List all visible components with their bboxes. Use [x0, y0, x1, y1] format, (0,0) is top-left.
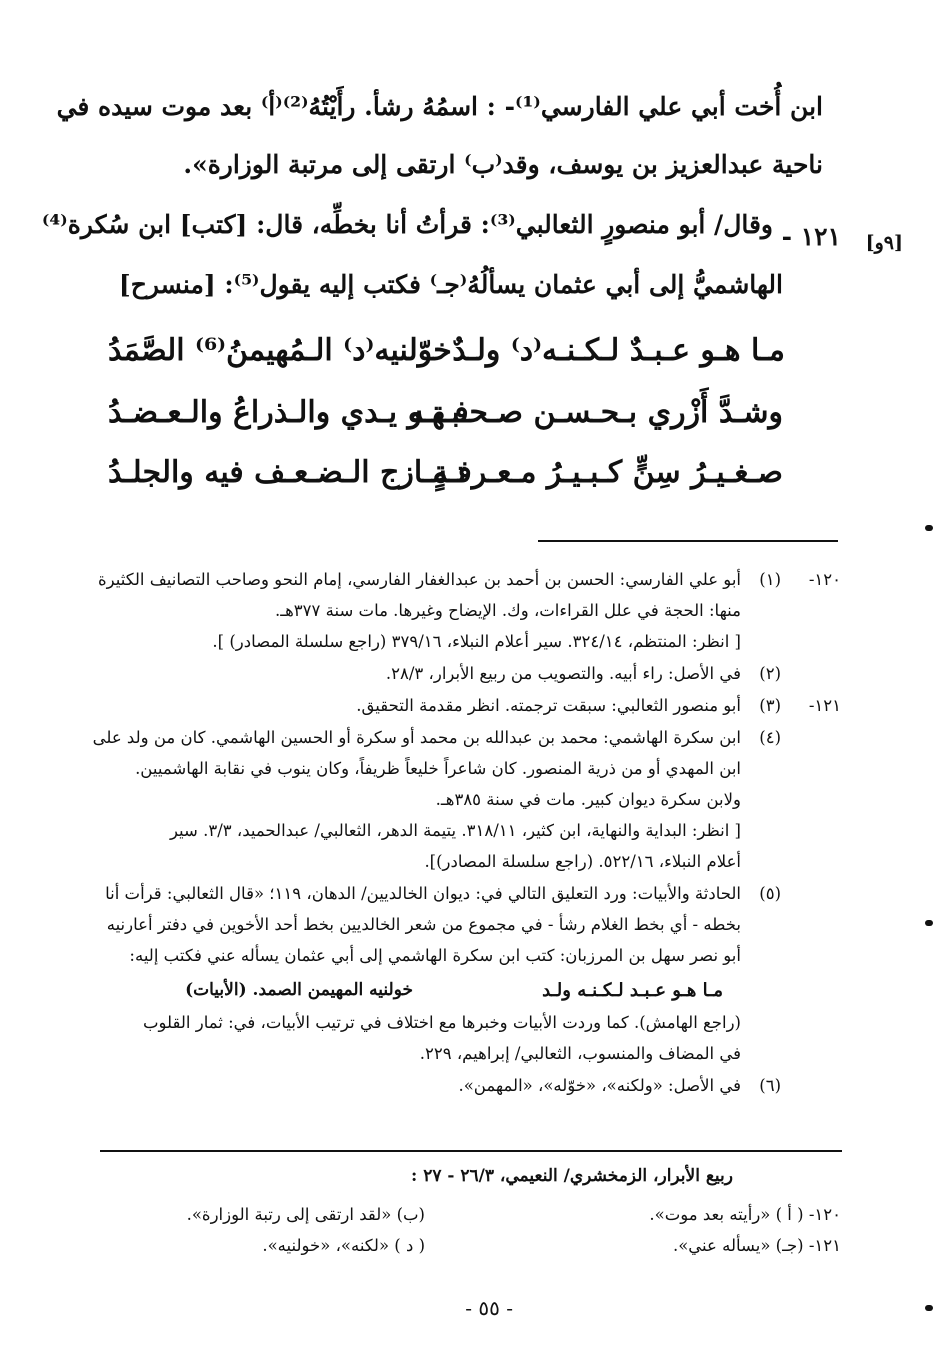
variant-row-2-left: ( د ) «لكنه»، «خولنيه». [262, 1236, 425, 1255]
footnote-number-4: (٤) [759, 728, 781, 747]
footnote-1-line-3: [ انظر: المنتظم، ٣٢٤/١٤. سير أعلام النبلاء، ٣٧٩/١٦ (راجع سلسلة المصادر) ]. [212, 632, 741, 651]
variants-separator [100, 1150, 842, 1152]
manuscript-folio-marker: [٩و] [865, 232, 903, 254]
footnote-number-2: (٢) [759, 664, 781, 683]
main-text-line-2: ناحية عبدالعزيز بن يوسف، وقد⁽ب⁾ ارتقى إلى مرتبة الوزارة». [183, 150, 823, 179]
variant-row-1-left: (ب) «لقد ارتقى إلى رتبة الوزارة». [186, 1205, 425, 1224]
footnote-6-line-1: في الأصل: «ولكنه»، «خوّله»، «المهمن». [458, 1076, 741, 1095]
verse-2-first-hemistich: وشـدَّ أَزْري بـحـسـن صـحـبـتـه [408, 395, 783, 430]
margin-mark [925, 920, 933, 926]
main-text-line-3: وقال/ أبو منصورٍ الثعالبي⁽³⁾: قرأتُ أنا بخطِّه، قال: [كتب] ابن سُكرة⁽⁴⁾ [41, 210, 773, 239]
footnote-number-1: (١) [759, 570, 781, 589]
footnote-2-line-1: في الأصل: راء أبيه. والتصويب من ربيع الأبرار، ٢٨/٣. [385, 664, 741, 683]
verse-1-first-hemistich: مـا هـو عـبـدٌ لـكـنـه⁽د⁾ ولـدٌ [452, 333, 785, 368]
verse-3-first-hemistich: صـغـيـرُ سِنٍّ كـبـيـرُ مـعـرفـةٍ [432, 455, 783, 490]
main-text-line-4: الهاشميُّ إلى أبي عثمان يسألُهُ⁽جـ⁾ فكتب إليه يقول⁽⁵⁾: [منسرح] [118, 270, 783, 299]
footnote-5-verse-second: خولنيه المهيمن الصمد. (الأبيات) [185, 980, 413, 1000]
variant-row-2-right: ١٢١- (جـ) «يسأله عني». [672, 1236, 841, 1255]
footnote-4-line-1: ابن سكرة الهاشمي: محمد بن عبدالله بن محمد أو سكرة أو الحسين الهاشمي. كان من ولد على [92, 728, 741, 747]
page-number: - ٥٥ - [465, 1296, 513, 1320]
verse-3-second-hemistich: تـمـازج الـضـعـف فيه والجلـدُ [108, 455, 467, 490]
footnote-number-3: (٣) [759, 696, 781, 715]
footnote-5-line-2: بخطه - أي بخط الغلام رشأ - في مجموع من شعر الخالديين بخط أحد الأخوين في دفتر أعارنيه [106, 915, 741, 934]
footnote-number-5: (٥) [759, 884, 781, 903]
margin-mark [925, 525, 933, 531]
footnote-4-line-2: ابن المهدي أو من ذرية المنصور. كان شاعراً خليعاً ظريفاً، وكان ينوب في نقابة الهاشميين. [135, 759, 741, 778]
footnote-1-line-2: منها: الحجة في علل القراءات، وك. الإيضاح وغيرها. مات سنة ٣٧٧هـ. [275, 601, 741, 620]
footnote-5-line-5: في المضاف والمنسوب، الثعالبي/ إبراهيم، ٢٢٩. [419, 1044, 741, 1063]
variants-heading: ربيع الأبرار، الزمخشري/ النعيمي، ٢٦/٣ - ٢٧ : [411, 1166, 733, 1186]
footnote-5-line-1: الحادثة والأبيات: ورد التعليق التالي في: ديوان الخالديين/ الدهان، ١١٩؛ «قال الثعالبي: قرأت أنا [105, 884, 741, 903]
footnote-5-line-3: أبو نصر سهل بن المرزبان: كتب ابن سكرة الهاشمي إلى أبي عثمان يسأله عني فكتب إليه: [129, 946, 741, 965]
footnote-4-line-5: أعلام النبلاء، ٥٢٢/١٦. (راجع سلسلة المصادر)]. [424, 852, 741, 871]
footnote-entry-121: ١٢١- [808, 696, 841, 715]
footnote-number-6: (٦) [759, 1076, 781, 1095]
main-text-line-1: ابن أُخت أبي علي الفارسي⁽¹⁾- : اسمُهُ رشأ. رأَيْتُهُ⁽²⁾⁽أ⁾ بعد موت سيده في [56, 92, 823, 121]
footnote-5-line-4: (راجع الهامش). كما وردت الأبيات وخبرها مع اختلاف في ترتيب الأبيات، في: ثمار القلوب [143, 1013, 741, 1032]
margin-mark [925, 1305, 933, 1311]
entry-number-121: ١٢١ - [781, 222, 841, 251]
verse-2-second-hemistich: فـهـو يـدي والـذراعُ والـعـضـدُ [108, 395, 469, 430]
footnote-4-line-3: ولابن سكرة ديوان كبير. مات في سنة ٣٨٥هـ. [435, 790, 741, 809]
footnote-5-verse-first: مـا هـو عـبـد لـكـنـه ولـد [542, 980, 723, 1001]
footnote-4-line-4: [ انظر: البداية والنهاية، ابن كثير، ٣١٨/١١. يتيمة الدهر، الثعالبي/ عبدالحميد، ٣/٣. سير [169, 821, 741, 840]
footnote-3-line-1: أبو منصور الثعالبي: سبقت ترجمته. انظر مقدمة التحقيق. [356, 696, 741, 715]
footnote-separator [538, 540, 838, 542]
footnote-entry-120: ١٢٠- [808, 570, 841, 589]
verse-1-second-hemistich: خوّلنيه⁽د⁾ الـمُهيمنُ⁽⁶⁾ الصَّمَدُ [108, 333, 452, 368]
variant-row-1-right: ١٢٠- ( أ ) «رأيته بعد موت». [649, 1205, 841, 1224]
footnote-1-line-1: أبو علي الفارسي: الحسن بن أحمد بن عبدالغفار الفارسي، إمام النحو وصاحب التصانيف الكثيرة [98, 570, 741, 589]
